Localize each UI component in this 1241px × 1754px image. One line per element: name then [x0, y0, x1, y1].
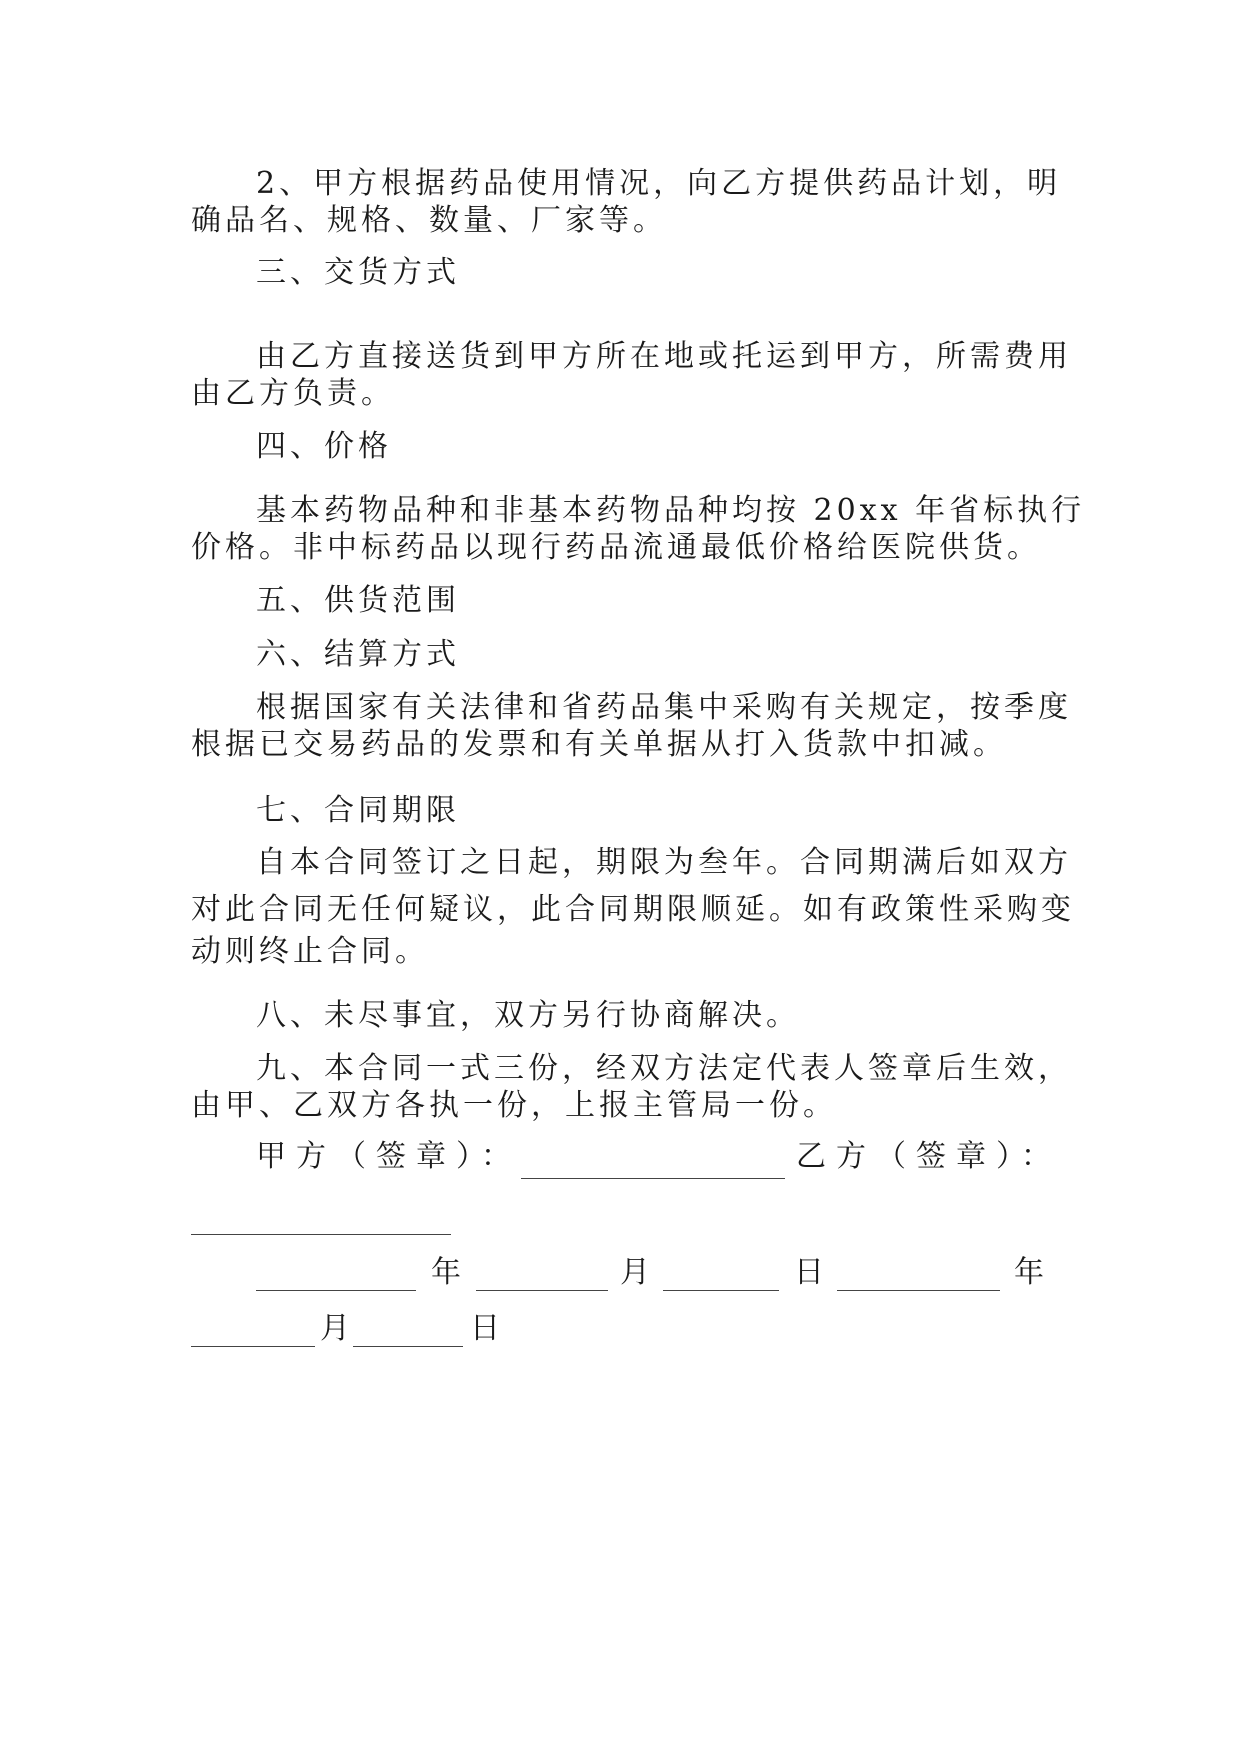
paragraph-line: 动则终止合同。	[191, 934, 429, 969]
party-a-month-label: 月	[620, 1255, 650, 1290]
party-b-day-blank	[353, 1346, 463, 1347]
party-a-year-label: 年	[431, 1255, 461, 1290]
paragraph-line: 由乙方负责。	[191, 376, 395, 411]
party-b-day-label: 日	[470, 1311, 500, 1346]
party-a-day-blank	[663, 1290, 779, 1291]
party-b-year-blank	[837, 1290, 1000, 1291]
party-a-day-label: 日	[794, 1255, 824, 1290]
party-a-signature-blank	[521, 1178, 785, 1179]
paragraph-line: 八、未尽事宜，双方另行协商解决。	[256, 998, 800, 1033]
party-a-year-blank	[256, 1290, 416, 1291]
paragraph-line: 根据国家有关法律和省药品集中采购有关规定，按季度	[256, 690, 1072, 725]
paragraph-line: 由乙方直接送货到甲方所在地或托运到甲方，所需费用	[256, 339, 1072, 374]
party-a-signature-label: 甲方（签章）：	[256, 1139, 521, 1174]
paragraph-line: 对此合同无任何疑议，此合同期限顺延。如有政策性采购变	[191, 892, 1075, 927]
paragraph-line: 价格。非中标药品以现行药品流通最低价格给医院供货。	[191, 530, 1041, 565]
party-a-month-blank	[476, 1290, 608, 1291]
section-heading: 三、交货方式	[256, 255, 460, 290]
paragraph-line: 由甲、乙双方各执一份，上报主管局一份。	[191, 1088, 837, 1123]
party-b-signature-blank	[191, 1234, 451, 1235]
paragraph-line: 2、甲方根据药品使用情况，向乙方提供药品计划，明	[256, 166, 1062, 201]
party-b-month-blank	[191, 1346, 315, 1347]
party-b-signature-label: 乙方（签章）：	[796, 1139, 1061, 1174]
section-heading: 七、合同期限	[256, 793, 460, 828]
paragraph-line: 自本合同签订之日起，期限为叁年。合同期满后如双方	[256, 845, 1072, 880]
paragraph-line: 基本药物品种和非基本药物品种均按 20xx 年省标执行	[256, 493, 1086, 528]
section-heading: 五、供货范围	[256, 583, 460, 618]
paragraph-line: 根据已交易药品的发票和有关单据从打入货款中扣减。	[191, 727, 1007, 762]
party-b-year-label: 年	[1014, 1255, 1044, 1290]
paragraph-line: 确品名、规格、数量、厂家等。	[191, 203, 667, 238]
section-heading: 六、结算方式	[256, 637, 460, 672]
paragraph-line: 九、本合同一式三份，经双方法定代表人签章后生效，	[256, 1051, 1072, 1086]
section-heading: 四、价格	[256, 429, 392, 464]
party-b-month-label: 月	[320, 1311, 350, 1346]
